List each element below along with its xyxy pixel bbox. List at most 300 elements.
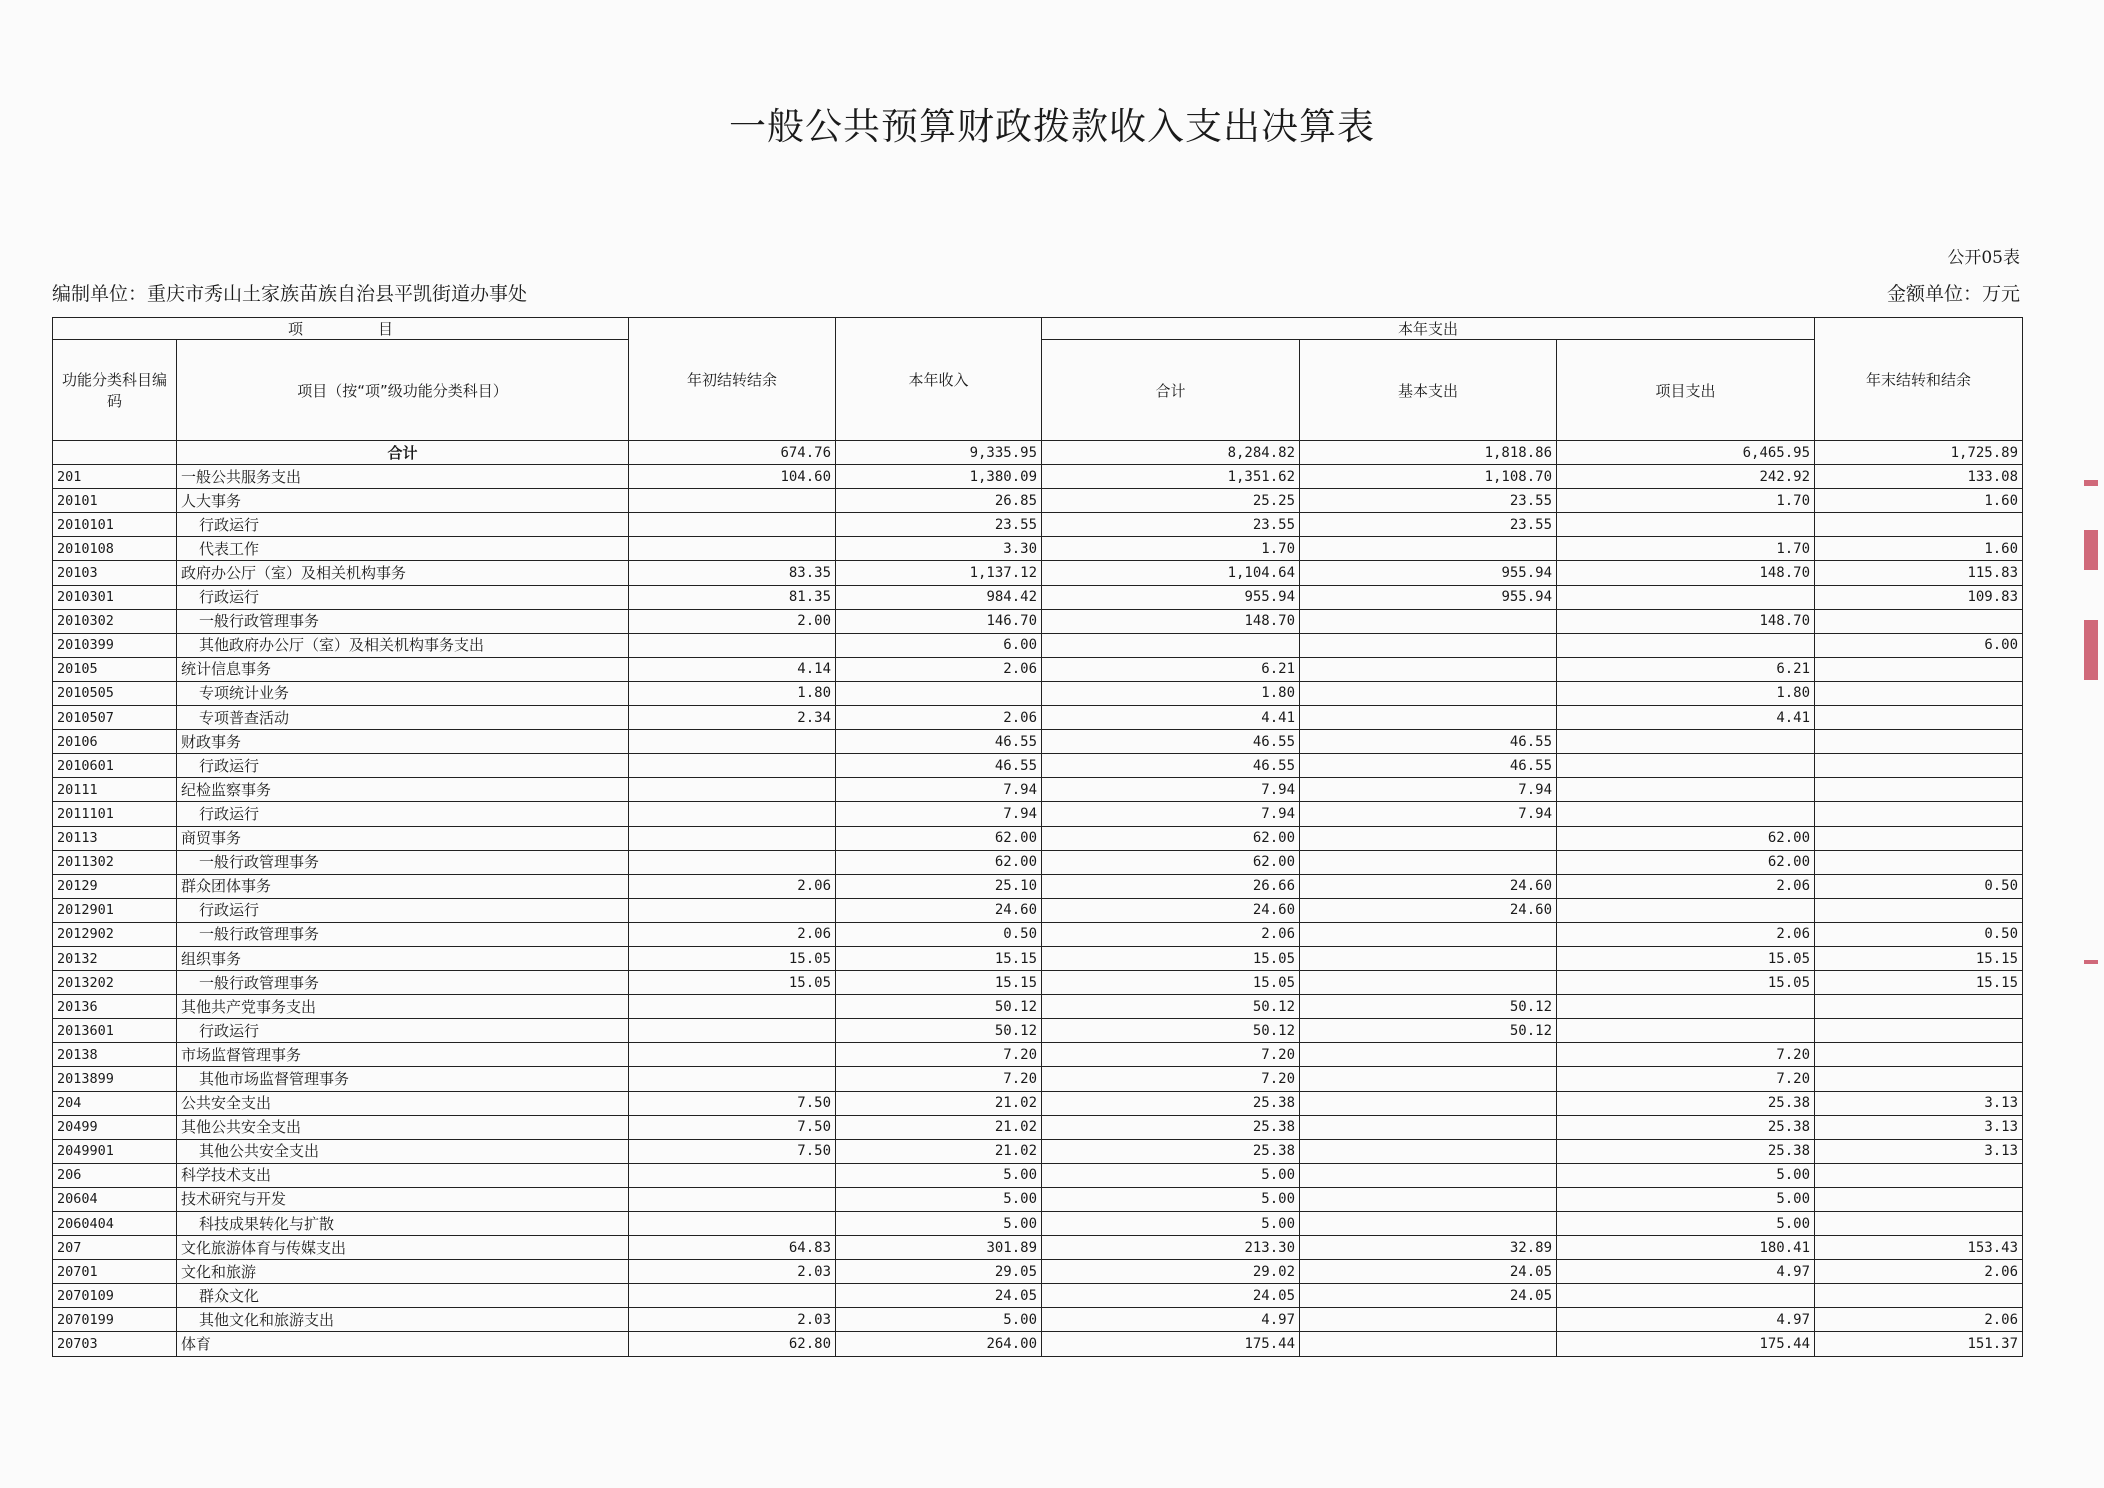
begin-balance-cell [629, 537, 836, 561]
begin-balance-cell [629, 730, 836, 754]
begin-balance-cell: 2.03 [629, 1308, 836, 1332]
table-row [53, 1260, 2023, 1284]
project-expense-cell: 5.00 [1557, 1212, 1815, 1236]
end-balance-cell: 109.83 [1815, 585, 2023, 609]
budget-table [52, 317, 2023, 1357]
function-code-cell: 2010507 [53, 706, 177, 730]
project-expense-cell: 1.70 [1557, 537, 1815, 561]
end-balance-cell: 153.43 [1815, 1236, 2023, 1260]
project-expense-cell: 6.21 [1557, 657, 1815, 681]
project-expense-cell [1557, 1284, 1815, 1308]
function-code-cell: 2011302 [53, 850, 177, 874]
function-code-cell: 2010101 [53, 513, 177, 537]
function-code-cell: 20701 [53, 1260, 177, 1284]
basic-expense-cell [1300, 1115, 1557, 1139]
basic-expense-cell: 24.60 [1300, 874, 1557, 898]
begin-balance-cell [629, 898, 836, 922]
project-expense-cell: 7.20 [1557, 1067, 1815, 1091]
expense-total-cell: 2.06 [1042, 922, 1300, 946]
item-name-cell: 群众文化 [177, 1284, 629, 1308]
expense-total-cell: 15.05 [1042, 971, 1300, 995]
income-cell: 62.00 [836, 826, 1042, 850]
table-row [53, 1139, 2023, 1163]
function-code-cell: 20499 [53, 1115, 177, 1139]
income-cell: 46.55 [836, 730, 1042, 754]
project-expense-cell: 15.05 [1557, 946, 1815, 970]
item-name-cell: 统计信息事务 [177, 657, 629, 681]
item-name-cell: 政府办公厅（室）及相关机构事务 [177, 561, 629, 585]
seal-edge-mark [2084, 480, 2098, 486]
project-expense-cell [1557, 633, 1815, 657]
table-row [53, 1091, 2023, 1115]
item-name-cell: 财政事务 [177, 730, 629, 754]
project-expense-cell: 2.06 [1557, 922, 1815, 946]
begin-balance-cell: 7.50 [629, 1091, 836, 1115]
expense-total-cell: 62.00 [1042, 826, 1300, 850]
table-row [53, 1212, 2023, 1236]
basic-expense-cell: 50.12 [1300, 1019, 1557, 1043]
function-code-cell: 2070109 [53, 1284, 177, 1308]
begin-balance-cell [629, 826, 836, 850]
expense-total-cell: 24.05 [1042, 1284, 1300, 1308]
table-row [53, 995, 2023, 1019]
begin-balance-cell [629, 1163, 836, 1187]
basic-expense-cell [1300, 609, 1557, 633]
function-code-cell: 2049901 [53, 1139, 177, 1163]
end-balance-cell: 0.50 [1815, 874, 2023, 898]
income-cell: 7.94 [836, 778, 1042, 802]
begin-balance-cell [629, 633, 836, 657]
income-cell: 6.00 [836, 633, 1042, 657]
income-cell: 46.55 [836, 754, 1042, 778]
basic-expense-cell [1300, 1067, 1557, 1091]
table-row [53, 946, 2023, 970]
table-row [53, 778, 2023, 802]
item-name-cell: 群众团体事务 [177, 874, 629, 898]
end-balance-cell: 133.08 [1815, 465, 2023, 489]
item-name-cell: 一般行政管理事务 [177, 971, 629, 995]
table-row [53, 633, 2023, 657]
expense-total-cell: 5.00 [1042, 1187, 1300, 1211]
project-expense-cell: 1.70 [1557, 489, 1815, 513]
project-expense-cell: 15.05 [1557, 971, 1815, 995]
income-cell: 25.10 [836, 874, 1042, 898]
item-name-cell: 文化和旅游 [177, 1260, 629, 1284]
income-cell: 9,335.95 [836, 441, 1042, 465]
income-cell: 0.50 [836, 922, 1042, 946]
basic-expense-cell: 23.55 [1300, 513, 1557, 537]
income-cell: 7.94 [836, 802, 1042, 826]
header-income: 本年收入 [836, 318, 1042, 441]
project-expense-cell: 242.92 [1557, 465, 1815, 489]
begin-balance-cell [629, 754, 836, 778]
header-code: 功能分类科目编码 [53, 340, 177, 441]
item-name-cell: 其他公共安全支出 [177, 1115, 629, 1139]
expense-total-cell: 5.00 [1042, 1212, 1300, 1236]
begin-balance-cell [629, 513, 836, 537]
basic-expense-cell [1300, 657, 1557, 681]
function-code-cell [53, 441, 177, 465]
item-name-cell: 文化旅游体育与传媒支出 [177, 1236, 629, 1260]
project-expense-cell: 148.70 [1557, 609, 1815, 633]
end-balance-cell: 15.15 [1815, 946, 2023, 970]
end-balance-cell [1815, 513, 2023, 537]
project-expense-cell: 180.41 [1557, 1236, 1815, 1260]
end-balance-cell: 2.06 [1815, 1260, 2023, 1284]
item-name-cell: 纪检监察事务 [177, 778, 629, 802]
item-name-cell: 专项普查活动 [177, 706, 629, 730]
expense-total-cell: 7.20 [1042, 1067, 1300, 1091]
table-row [53, 898, 2023, 922]
table-row [53, 657, 2023, 681]
item-name-cell: 其他文化和旅游支出 [177, 1308, 629, 1332]
end-balance-cell [1815, 609, 2023, 633]
begin-balance-cell: 2.34 [629, 706, 836, 730]
item-name-cell: 行政运行 [177, 754, 629, 778]
table-row [53, 513, 2023, 537]
table-row [53, 922, 2023, 946]
function-code-cell: 20111 [53, 778, 177, 802]
item-name-cell: 一般行政管理事务 [177, 922, 629, 946]
function-code-cell: 2012902 [53, 922, 177, 946]
function-code-cell: 20101 [53, 489, 177, 513]
basic-expense-cell: 50.12 [1300, 995, 1557, 1019]
basic-expense-cell [1300, 1308, 1557, 1332]
project-expense-cell [1557, 778, 1815, 802]
basic-expense-cell: 7.94 [1300, 778, 1557, 802]
basic-expense-cell: 23.55 [1300, 489, 1557, 513]
income-cell: 2.06 [836, 657, 1042, 681]
project-expense-cell: 25.38 [1557, 1115, 1815, 1139]
end-balance-cell: 6.00 [1815, 633, 2023, 657]
item-name-cell: 公共安全支出 [177, 1091, 629, 1115]
expense-total-cell: 25.25 [1042, 489, 1300, 513]
begin-balance-cell: 104.60 [629, 465, 836, 489]
basic-expense-cell: 955.94 [1300, 561, 1557, 585]
income-cell: 7.20 [836, 1043, 1042, 1067]
table-row [53, 465, 2023, 489]
end-balance-cell: 0.50 [1815, 922, 2023, 946]
function-code-cell: 20136 [53, 995, 177, 1019]
expense-total-cell: 23.55 [1042, 513, 1300, 537]
project-expense-cell: 25.38 [1557, 1091, 1815, 1115]
expense-total-cell: 8,284.82 [1042, 441, 1300, 465]
begin-balance-cell: 1.80 [629, 681, 836, 705]
basic-expense-cell [1300, 633, 1557, 657]
function-code-cell: 20106 [53, 730, 177, 754]
income-cell: 21.02 [836, 1139, 1042, 1163]
end-balance-cell [1815, 681, 2023, 705]
end-balance-cell [1815, 1187, 2023, 1211]
basic-expense-cell: 7.94 [1300, 802, 1557, 826]
project-expense-cell: 2.06 [1557, 874, 1815, 898]
header-end-balance: 年末结转和结余 [1815, 318, 2023, 441]
expense-total-cell: 213.30 [1042, 1236, 1300, 1260]
income-cell: 301.89 [836, 1236, 1042, 1260]
table-row [53, 1067, 2023, 1091]
function-code-cell: 20604 [53, 1187, 177, 1211]
begin-balance-cell [629, 489, 836, 513]
header-expense-total: 合计 [1042, 340, 1300, 441]
income-cell: 21.02 [836, 1115, 1042, 1139]
end-balance-cell [1815, 1067, 2023, 1091]
item-name-cell: 一般行政管理事务 [177, 609, 629, 633]
income-cell: 29.05 [836, 1260, 1042, 1284]
expense-total-cell: 5.00 [1042, 1163, 1300, 1187]
basic-expense-cell [1300, 971, 1557, 995]
function-code-cell: 20105 [53, 657, 177, 681]
function-code-cell: 20129 [53, 874, 177, 898]
basic-expense-cell [1300, 850, 1557, 874]
project-expense-cell [1557, 730, 1815, 754]
income-cell: 1,380.09 [836, 465, 1042, 489]
project-expense-cell: 62.00 [1557, 850, 1815, 874]
begin-balance-cell [629, 1284, 836, 1308]
basic-expense-cell [1300, 1139, 1557, 1163]
expense-total-cell: 4.97 [1042, 1308, 1300, 1332]
end-balance-cell [1815, 1212, 2023, 1236]
item-name-cell: 行政运行 [177, 513, 629, 537]
expense-total-cell: 46.55 [1042, 754, 1300, 778]
table-row [53, 1115, 2023, 1139]
project-expense-cell [1557, 995, 1815, 1019]
end-balance-cell [1815, 995, 2023, 1019]
item-name-cell: 科学技术支出 [177, 1163, 629, 1187]
item-name-cell: 一般公共服务支出 [177, 465, 629, 489]
income-cell: 62.00 [836, 850, 1042, 874]
item-name-cell: 人大事务 [177, 489, 629, 513]
function-code-cell: 2013899 [53, 1067, 177, 1091]
item-name-cell: 其他公共安全支出 [177, 1139, 629, 1163]
table-row [53, 802, 2023, 826]
project-expense-cell: 4.41 [1557, 706, 1815, 730]
table-row [53, 609, 2023, 633]
project-expense-cell [1557, 802, 1815, 826]
function-code-cell: 20138 [53, 1043, 177, 1067]
begin-balance-cell: 7.50 [629, 1115, 836, 1139]
table-row [53, 585, 2023, 609]
begin-balance-cell [629, 1212, 836, 1236]
begin-balance-cell: 2.00 [629, 609, 836, 633]
function-code-cell: 2060404 [53, 1212, 177, 1236]
begin-balance-cell: 674.76 [629, 441, 836, 465]
table-number: 公开05表 [1947, 248, 2020, 268]
begin-balance-cell [629, 1043, 836, 1067]
table-row [53, 850, 2023, 874]
function-code-cell: 2010301 [53, 585, 177, 609]
end-balance-cell: 1,725.89 [1815, 441, 2023, 465]
table-row [53, 561, 2023, 585]
table-row [53, 1332, 2023, 1356]
header-basic-expense: 基本支出 [1300, 340, 1557, 441]
begin-balance-cell: 2.03 [629, 1260, 836, 1284]
project-expense-cell [1557, 898, 1815, 922]
table-row [53, 489, 2023, 513]
project-expense-cell: 5.00 [1557, 1163, 1815, 1187]
project-expense-cell [1557, 513, 1815, 537]
function-code-cell: 201 [53, 465, 177, 489]
table-row [53, 681, 2023, 705]
header-begin-balance: 年初结转结余 [629, 318, 836, 441]
item-name-cell: 行政运行 [177, 898, 629, 922]
end-balance-cell [1815, 730, 2023, 754]
project-expense-cell: 5.00 [1557, 1187, 1815, 1211]
begin-balance-cell: 83.35 [629, 561, 836, 585]
project-expense-cell: 4.97 [1557, 1308, 1815, 1332]
function-code-cell: 20132 [53, 946, 177, 970]
expense-total-cell: 25.38 [1042, 1091, 1300, 1115]
function-code-cell: 204 [53, 1091, 177, 1115]
project-expense-cell [1557, 585, 1815, 609]
end-balance-cell [1815, 850, 2023, 874]
end-balance-cell: 2.06 [1815, 1308, 2023, 1332]
end-balance-cell [1815, 1163, 2023, 1187]
basic-expense-cell: 1,108.70 [1300, 465, 1557, 489]
item-name-cell: 市场监督管理事务 [177, 1043, 629, 1067]
item-name-cell: 其他市场监督管理事务 [177, 1067, 629, 1091]
begin-balance-cell: 81.35 [629, 585, 836, 609]
function-code-cell: 2010399 [53, 633, 177, 657]
table-row [53, 730, 2023, 754]
begin-balance-cell: 2.06 [629, 922, 836, 946]
income-cell: 7.20 [836, 1067, 1042, 1091]
income-cell: 5.00 [836, 1308, 1042, 1332]
income-cell: 5.00 [836, 1187, 1042, 1211]
table-row [53, 537, 2023, 561]
table-body [53, 441, 2023, 1357]
seal-edge-mark [2084, 620, 2098, 680]
expense-total-cell: 25.38 [1042, 1115, 1300, 1139]
income-cell: 984.42 [836, 585, 1042, 609]
expense-total-cell: 50.12 [1042, 995, 1300, 1019]
item-name-cell: 组织事务 [177, 946, 629, 970]
expense-total-cell: 1,104.64 [1042, 561, 1300, 585]
report-title: 一般公共预算财政拨款收入支出决算表 [729, 105, 1375, 148]
end-balance-cell: 3.13 [1815, 1139, 2023, 1163]
table-row [53, 1187, 2023, 1211]
basic-expense-cell [1300, 922, 1557, 946]
expense-total-cell: 6.21 [1042, 657, 1300, 681]
header-name: 项目（按“项”级功能分类科目） [177, 340, 629, 441]
income-cell: 24.05 [836, 1284, 1042, 1308]
item-name-cell: 行政运行 [177, 802, 629, 826]
basic-expense-cell [1300, 1043, 1557, 1067]
expense-total-cell: 15.05 [1042, 946, 1300, 970]
income-cell: 146.70 [836, 609, 1042, 633]
function-code-cell: 206 [53, 1163, 177, 1187]
table-row [53, 1308, 2023, 1332]
basic-expense-cell [1300, 1091, 1557, 1115]
end-balance-cell: 3.13 [1815, 1115, 2023, 1139]
expense-total-cell: 955.94 [1042, 585, 1300, 609]
basic-expense-cell: 24.05 [1300, 1260, 1557, 1284]
item-name-cell: 其他政府办公厅（室）及相关机构事务支出 [177, 633, 629, 657]
basic-expense-cell: 24.60 [1300, 898, 1557, 922]
project-expense-cell: 7.20 [1557, 1043, 1815, 1067]
function-code-cell: 2011101 [53, 802, 177, 826]
income-cell: 1,137.12 [836, 561, 1042, 585]
header-expense-group: 本年支出 [1042, 318, 1815, 340]
end-balance-cell: 1.60 [1815, 537, 2023, 561]
project-expense-cell: 62.00 [1557, 826, 1815, 850]
expense-total-cell: 24.60 [1042, 898, 1300, 922]
function-code-cell: 2070199 [53, 1308, 177, 1332]
income-cell: 15.15 [836, 971, 1042, 995]
end-balance-cell [1815, 657, 2023, 681]
begin-balance-cell: 15.05 [629, 946, 836, 970]
basic-expense-cell: 1,818.86 [1300, 441, 1557, 465]
function-code-cell: 20703 [53, 1332, 177, 1356]
amount-unit: 金额单位：万元 [1886, 283, 2020, 305]
basic-expense-cell [1300, 706, 1557, 730]
income-cell: 15.15 [836, 946, 1042, 970]
item-name-cell: 商贸事务 [177, 826, 629, 850]
end-balance-cell: 1.60 [1815, 489, 2023, 513]
table-row [53, 1019, 2023, 1043]
seal-edge-mark [2084, 960, 2098, 964]
income-cell: 50.12 [836, 995, 1042, 1019]
end-balance-cell [1815, 706, 2023, 730]
table-row [53, 1043, 2023, 1067]
begin-balance-cell [629, 1187, 836, 1211]
item-name-cell: 一般行政管理事务 [177, 850, 629, 874]
expense-total-cell: 7.94 [1042, 802, 1300, 826]
item-name-cell: 代表工作 [177, 537, 629, 561]
table-row [53, 706, 2023, 730]
expense-total-cell: 62.00 [1042, 850, 1300, 874]
item-name-cell: 科技成果转化与扩散 [177, 1212, 629, 1236]
basic-expense-cell: 32.89 [1300, 1236, 1557, 1260]
function-code-cell: 2013202 [53, 971, 177, 995]
seal-edge-mark [2084, 530, 2098, 570]
income-cell: 5.00 [836, 1163, 1042, 1187]
expense-total-cell: 7.20 [1042, 1043, 1300, 1067]
expense-total-cell [1042, 633, 1300, 657]
expense-total-cell: 1.80 [1042, 681, 1300, 705]
expense-total-cell: 25.38 [1042, 1139, 1300, 1163]
income-cell: 2.06 [836, 706, 1042, 730]
end-balance-cell [1815, 802, 2023, 826]
project-expense-cell: 148.70 [1557, 561, 1815, 585]
header-project-expense: 项目支出 [1557, 340, 1815, 441]
income-cell: 50.12 [836, 1019, 1042, 1043]
end-balance-cell: 151.37 [1815, 1332, 2023, 1356]
basic-expense-cell [1300, 1332, 1557, 1356]
basic-expense-cell: 46.55 [1300, 730, 1557, 754]
project-expense-cell: 4.97 [1557, 1260, 1815, 1284]
project-expense-cell [1557, 1019, 1815, 1043]
basic-expense-cell [1300, 1187, 1557, 1211]
begin-balance-cell: 15.05 [629, 971, 836, 995]
basic-expense-cell [1300, 826, 1557, 850]
expense-total-cell: 1.70 [1042, 537, 1300, 561]
begin-balance-cell: 62.80 [629, 1332, 836, 1356]
end-balance-cell [1815, 826, 2023, 850]
function-code-cell: 20103 [53, 561, 177, 585]
income-cell: 24.60 [836, 898, 1042, 922]
income-cell: 23.55 [836, 513, 1042, 537]
function-code-cell: 207 [53, 1236, 177, 1260]
expense-total-cell: 46.55 [1042, 730, 1300, 754]
compiling-unit: 编制单位：重庆市秀山土家族苗族自治县平凯街道办事处 [52, 283, 528, 305]
end-balance-cell [1815, 778, 2023, 802]
basic-expense-cell [1300, 537, 1557, 561]
function-code-cell: 2013601 [53, 1019, 177, 1043]
table-row [53, 826, 2023, 850]
income-cell: 5.00 [836, 1212, 1042, 1236]
total-row [53, 441, 2023, 465]
begin-balance-cell: 7.50 [629, 1139, 836, 1163]
